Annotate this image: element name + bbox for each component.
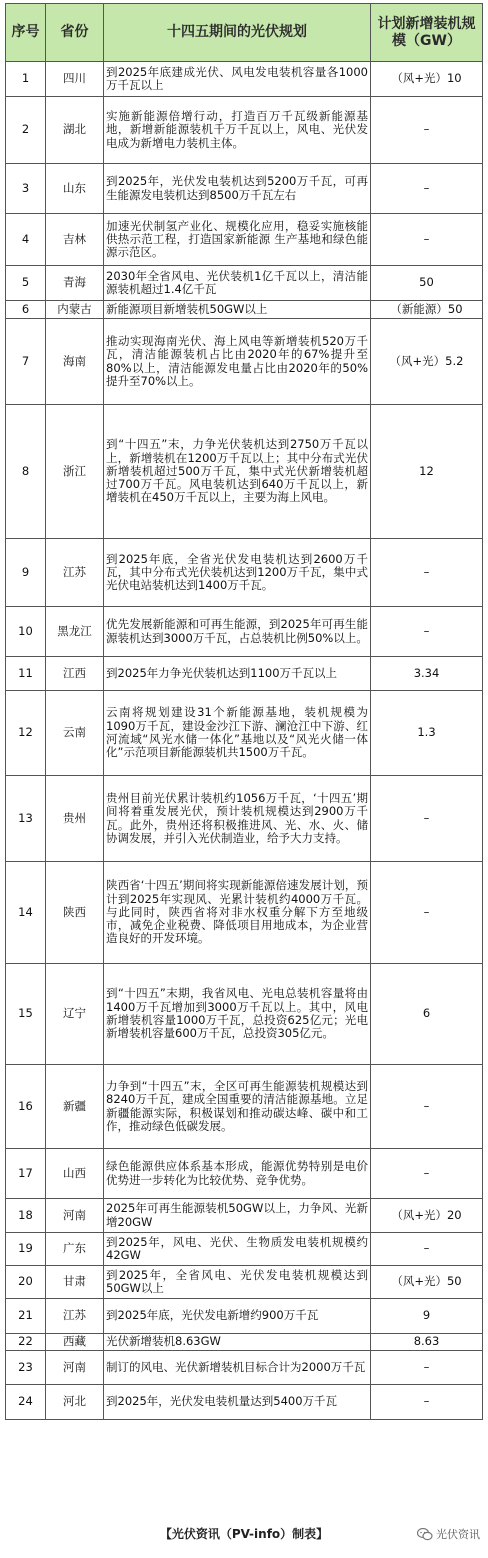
plan-cell: 2025年可再生能源装机50GW以上，力争风、光新增20GW <box>104 1199 371 1233</box>
wechat-bubble-icon <box>417 1528 433 1541</box>
row-number: 12 <box>6 691 46 776</box>
table-row <box>6 301 483 319</box>
plan-cell: 加速光伏制氢产业化、规模化应用，稳妥实施核能供热示范工程，打造国家新能源 生产基地和绿色能源示范区。 <box>104 214 371 266</box>
plan-cell: 到2025年，光伏发电装机达到5200万千瓦，可再生能源发电装机达到8500万千瓦左右 <box>104 164 371 214</box>
province-cell: 江苏 <box>46 1299 104 1334</box>
row-number: 15 <box>6 964 46 1065</box>
row-number: 6 <box>6 301 46 319</box>
plan-cell: 到2025年，风电、光伏、生物质发电装机规模约42GW <box>104 1233 371 1266</box>
plan-cell: 云南将规划建设31个新能源基地，装机规模为1090万千瓦，建设金沙江下游、澜沧江中下游、红河流域“风光水储一体化”基地以及“风光火储一体化”示范项目新能源装机共1500万千瓦。 <box>104 691 371 776</box>
scale-cell: – <box>371 539 483 607</box>
row-number: 24 <box>6 1385 46 1420</box>
table-row <box>6 319 483 405</box>
row-number: 1 <box>6 62 46 97</box>
table-row <box>6 1065 483 1149</box>
province-cell: 广东 <box>46 1233 104 1266</box>
province-cell: 江西 <box>46 657 104 691</box>
scale-cell: 6 <box>371 964 483 1065</box>
row-number: 4 <box>6 214 46 266</box>
header-scale: 计划新增装机规模（GW） <box>371 4 483 62</box>
row-number: 13 <box>6 776 46 862</box>
scale-cell: 50 <box>371 266 483 301</box>
table-row <box>6 539 483 607</box>
table-source-caption: 【光伏资讯（PV-info）制表】 <box>159 1527 329 1541</box>
row-number: 17 <box>6 1149 46 1199</box>
row-number: 2 <box>6 97 46 164</box>
scale-cell: 1.3 <box>371 691 483 776</box>
scale-cell: 12 <box>371 405 483 539</box>
table-row <box>6 1334 483 1351</box>
plan-cell: 推动实现海南光伏、海上风电等新增装机520万千瓦，清洁能源装机占比由2020年的67%提升至80%以上，清洁能源发电量占比由2020年的50%提升至70%以上。 <box>104 319 371 405</box>
province-cell: 湖北 <box>46 97 104 164</box>
table-row <box>6 97 483 164</box>
plan-cell: 实施新能源倍增行动，打造百万千瓦级新能源基地，新增新能源装机千万千瓦以上，风电、光伏发电成为新增电力装机主体。 <box>104 97 371 164</box>
plan-cell: 到2025年底建成光伏、风电发电装机容量各1000万千瓦以上 <box>104 62 371 97</box>
table-row <box>6 1299 483 1334</box>
province-cell: 贵州 <box>46 776 104 862</box>
table-row <box>6 657 483 691</box>
province-cell: 山东 <box>46 164 104 214</box>
row-number: 10 <box>6 607 46 657</box>
province-cell: 陕西 <box>46 862 104 964</box>
scale-cell: 9 <box>371 1299 483 1334</box>
table-row <box>6 62 483 97</box>
row-number: 22 <box>6 1334 46 1351</box>
table-row <box>6 214 483 266</box>
scale-cell: 3.34 <box>371 657 483 691</box>
scale-cell: （风+光）5.2 <box>371 319 483 405</box>
plan-cell: 到2025年力争光伏装机达到1100万千瓦以上 <box>104 657 371 691</box>
scale-cell: – <box>371 776 483 862</box>
province-cell: 新疆 <box>46 1065 104 1149</box>
row-number: 8 <box>6 405 46 539</box>
row-number: 5 <box>6 266 46 301</box>
province-cell: 辽宁 <box>46 964 104 1065</box>
watermark <box>417 1526 480 1542</box>
row-number: 20 <box>6 1266 46 1299</box>
table-row <box>6 607 483 657</box>
scale-cell: – <box>371 214 483 266</box>
province-cell: 河北 <box>46 1385 104 1420</box>
scale-cell: – <box>371 1351 483 1385</box>
scale-cell: – <box>371 607 483 657</box>
table-header-row <box>6 4 483 62</box>
province-cell: 四川 <box>46 62 104 97</box>
province-cell: 黑龙江 <box>46 607 104 657</box>
row-number: 14 <box>6 862 46 964</box>
scale-cell: – <box>371 1233 483 1266</box>
plan-cell: 贵州目前光伏累计装机约1056万千瓦，‘十四五’期间将着重发展光伏，预计装机规模达到2900万千瓦。此外，贵州还将积极推进风、光、水、火、储协调发展，并引入光伏制造业，给予大力支持。 <box>104 776 371 862</box>
table-row <box>6 266 483 301</box>
scale-cell: （风+光）20 <box>371 1199 483 1233</box>
row-number: 3 <box>6 164 46 214</box>
header-no: 序号 <box>6 4 46 62</box>
scale-cell: （风+光）50 <box>371 1266 483 1299</box>
scale-cell: – <box>371 97 483 164</box>
table-row <box>6 862 483 964</box>
plan-cell: 到“十四五”末期，我省风电、光电总装机容量将由1400万千瓦增加到3000万千瓦以上。其中，风电新增装机容量1000万千瓦，总投资625亿元；光电新增装机容量600万千瓦，总投资305亿元。 <box>104 964 371 1065</box>
plan-cell: 绿色能源供应体系基本形成，能源优势特别是电价优势进一步转化为比较优势、竞争优势。 <box>104 1149 371 1199</box>
plan-cell: 到“十四五”末，力争光伏装机达到2750万千瓦以上，新增装机在1200万千瓦以上；其中分布式光伏新增装机超过500万千瓦，集中式光伏新增装机超过700万千瓦。风电装机达到640万千瓦以上，新增装机在450万千瓦以上，主要为海上风电。 <box>104 405 371 539</box>
plan-cell: 光伏新增装机8.63GW <box>104 1334 371 1351</box>
province-cell: 河南 <box>46 1351 104 1385</box>
row-number: 11 <box>6 657 46 691</box>
row-number: 21 <box>6 1299 46 1334</box>
table-row <box>6 405 483 539</box>
table-row <box>6 964 483 1065</box>
plan-cell: 制订的风电、光伏新增装机目标合计为2000万千瓦 <box>104 1351 371 1385</box>
plan-cell: 新能源项目新增装机50GW以上 <box>104 301 371 319</box>
table-row <box>6 691 483 776</box>
province-cell: 山西 <box>46 1149 104 1199</box>
row-number: 16 <box>6 1065 46 1149</box>
plan-cell: 力争到“十四五”末，全区可再生能源装机规模达到8240万千瓦，建成全国重要的清洁能源基地。立足新疆能源实际，积极谋划和推动碳达峰、碳中和工作，推动绿色低碳发展。 <box>104 1065 371 1149</box>
table-row <box>6 1351 483 1385</box>
province-cell: 云南 <box>46 691 104 776</box>
province-cell: 海南 <box>46 319 104 405</box>
scale-cell: （新能源）50 <box>371 301 483 319</box>
table-row <box>6 1233 483 1266</box>
table-row <box>6 164 483 214</box>
table-row <box>6 1149 483 1199</box>
pv-plan-table <box>5 3 483 1420</box>
scale-cell: – <box>371 164 483 214</box>
watermark-text: 光伏资讯 <box>436 1528 480 1541</box>
scale-cell: 8.63 <box>371 1334 483 1351</box>
table-row <box>6 1199 483 1233</box>
header-province: 省份 <box>46 4 104 62</box>
province-cell: 甘肃 <box>46 1266 104 1299</box>
scale-cell: – <box>371 1149 483 1199</box>
province-cell: 青海 <box>46 266 104 301</box>
province-cell: 吉林 <box>46 214 104 266</box>
table-row <box>6 776 483 862</box>
province-cell: 西藏 <box>46 1334 104 1351</box>
plan-cell: 到2025年，光伏发电装机量达到5400万千瓦 <box>104 1385 371 1420</box>
header-plan: 十四五期间的光伏规划 <box>104 4 371 62</box>
province-cell: 江苏 <box>46 539 104 607</box>
table-row <box>6 1266 483 1299</box>
row-number: 19 <box>6 1233 46 1266</box>
plan-cell: 到2025年底，全省光伏发电装机达到2600万千瓦，其中分布式光伏装机达到1200万千瓦，集中式光伏电站装机达到1400万千瓦。 <box>104 539 371 607</box>
plan-cell: 到2025年底，光伏发电新增约900万千瓦 <box>104 1299 371 1334</box>
plan-cell: 2030年全省风电、光伏装机1亿千瓦以上，清洁能源装机超过1.4亿千瓦 <box>104 266 371 301</box>
row-number: 9 <box>6 539 46 607</box>
scale-cell: – <box>371 1065 483 1149</box>
row-number: 23 <box>6 1351 46 1385</box>
province-cell: 河南 <box>46 1199 104 1233</box>
row-number: 18 <box>6 1199 46 1233</box>
province-cell: 内蒙古 <box>46 301 104 319</box>
table-row <box>6 1385 483 1420</box>
scale-cell: – <box>371 1385 483 1420</box>
plan-cell: 到2025年，全省风电、光伏发电装机规模达到50GW以上 <box>104 1266 371 1299</box>
plan-cell: 陕西省‘十四五’期间将实现新能源倍速发展计划，预计到2025年实现风、光累计装机约4000万千瓦。与此同时，陕西省将对非水权重分解下方至地级市，减免企业税费、降低项目用地成本，为企业营造良好的开发环境。 <box>104 862 371 964</box>
province-cell: 浙江 <box>46 405 104 539</box>
scale-cell: – <box>371 862 483 964</box>
plan-cell: 优先发展新能源和可再生能源，到2025年可再生能源装机达到3000万千瓦，占总装机比例50%以上。 <box>104 607 371 657</box>
scale-cell: （风+光）10 <box>371 62 483 97</box>
row-number: 7 <box>6 319 46 405</box>
